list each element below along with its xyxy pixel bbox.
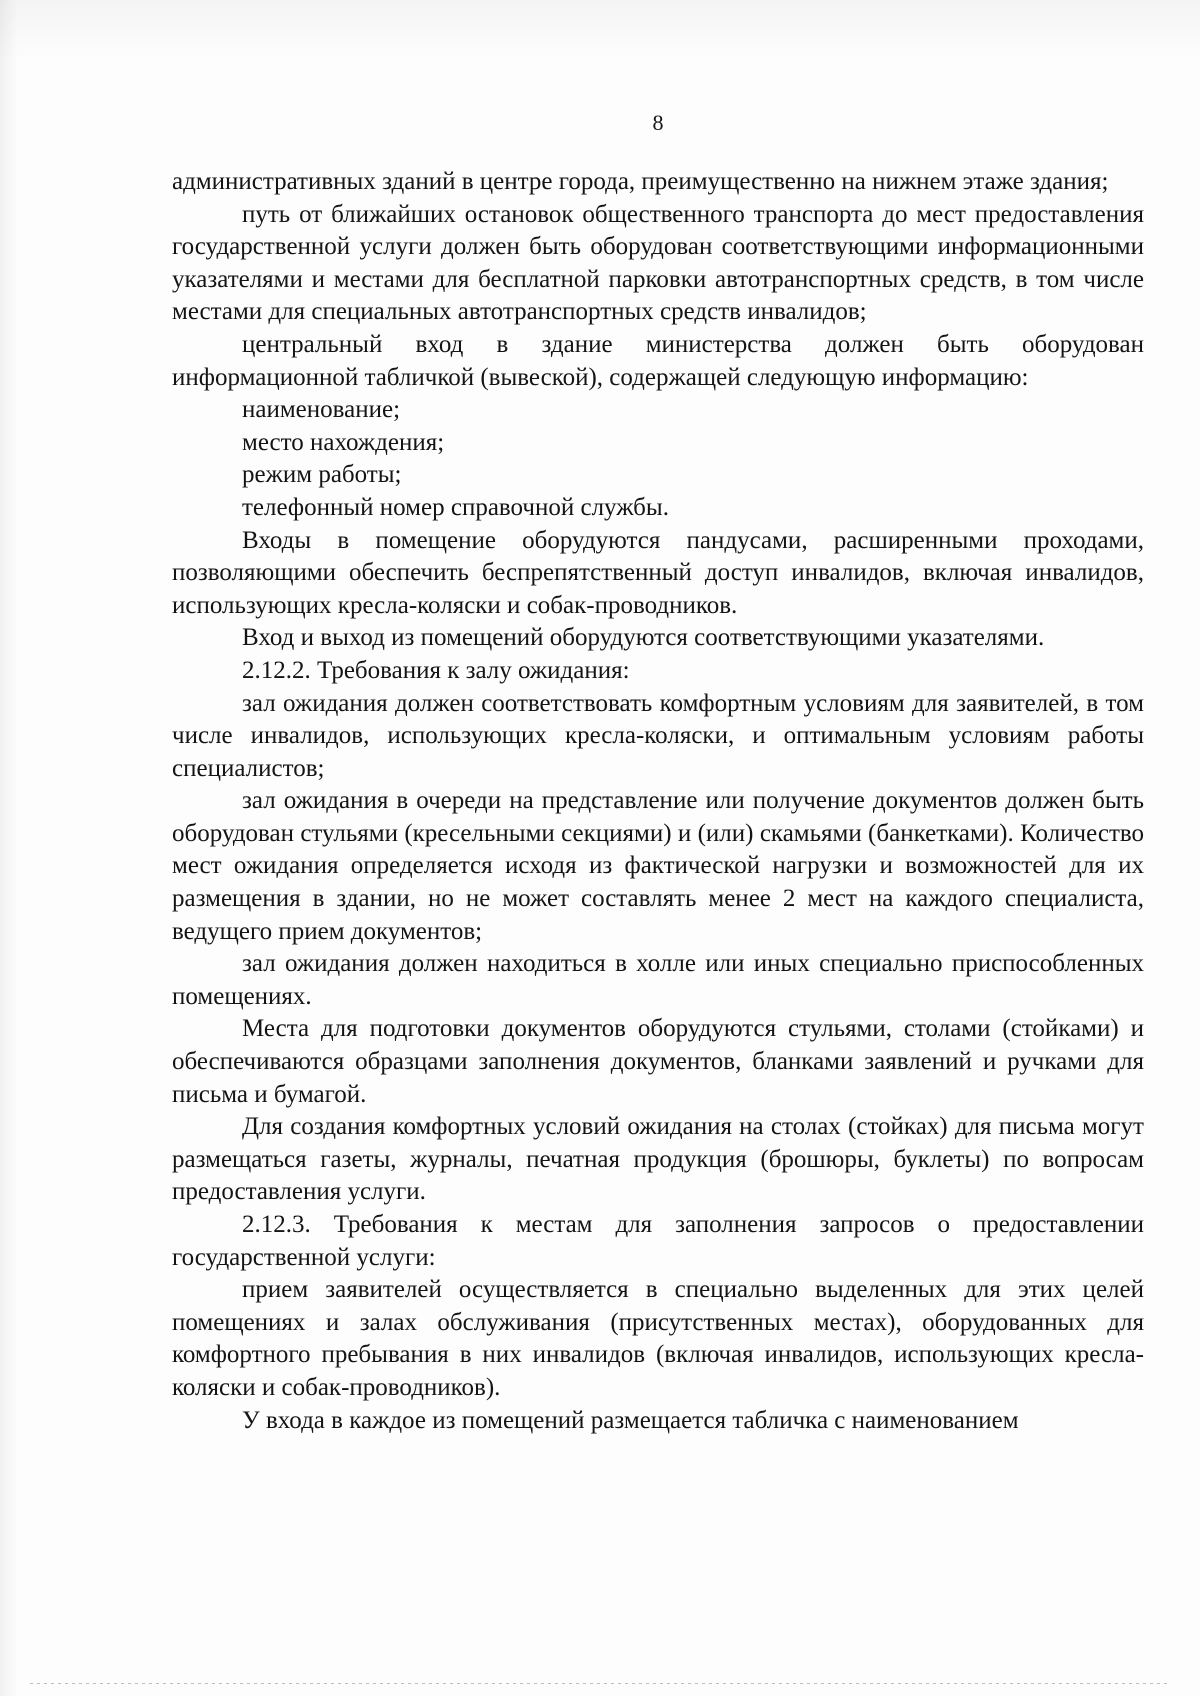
list-item: телефонный номер справочной службы. bbox=[242, 493, 669, 521]
scan-shadow-top bbox=[0, 0, 1200, 60]
page-number: 8 bbox=[652, 110, 664, 135]
paragraph: зал ожидания должен соответствовать комфортным условиям для заявителей, в том числе инвалидов, использующих кресла-коляски, и оптимальным условиям работы специалистов; bbox=[172, 689, 1144, 782]
paragraph: путь от ближайших остановок общественного транспорта до мест предоставления государственной услуги должен быть оборудован соответствующими информационными указателями и местами для бесплатной парковки автотранспортных средств, в том числе местами для специальных автотранспортных средств инвалидов; bbox=[172, 200, 1144, 326]
scan-edge-bottom bbox=[30, 1683, 1170, 1684]
paragraph: зал ожидания в очереди на представление или получение документов должен быть оборудован стульями (кресельными секциями) и (или) скамьями (банкетками). Количество мест ожидания определяется исходя из фактической нагрузки и возможностей для их размещения в здании, но не может составлять менее 2 мест на каждого специалиста, ведущего прием документов; bbox=[172, 787, 1144, 945]
paragraph: Для создания комфортных условий ожидания на столах (стойках) для письма могут размещаться газеты, журналы, печатная продукция (брошюры, буклеты) по вопросам предоставления услуги. bbox=[172, 1113, 1144, 1206]
paragraph: Вход и выход из помещений оборудуются соответствующими указателями. bbox=[242, 624, 1045, 652]
paragraph: Входы в помещение оборудуются пандусами, расширенными проходами, позволяющими обеспечить беспрепятственный доступ инвалидов, включая инвалидов, использующих кресла-коляски и собак-проводников. bbox=[172, 526, 1144, 619]
section-heading: 2.12.3. Требования к местам для заполнения запросов о предоставлении государственной услуги: bbox=[172, 1211, 1144, 1271]
paragraph: прием заявителей осуществляется в специально выделенных для этих целей помещениях и залах обслуживания (присутственных местах), оборудованных для комфортного пребывания в них инвалидов (включая инвалидов, использующих кресла-коляски и собак-проводников). bbox=[172, 1276, 1144, 1401]
section-heading: 2.12.2. Требования к залу ожидания: bbox=[242, 656, 630, 684]
list-item: наименование; bbox=[242, 396, 401, 424]
scan-shadow-left bbox=[0, 0, 18, 1696]
paragraph: Места для подготовки документов оборудуются стульями, столами (стойками) и обеспечиваются образцами заполнения документов, бланками заявлений и ручками для письма и бумагой. bbox=[172, 1015, 1144, 1108]
paragraph: административных зданий в центре города, преимущественно на нижнем этаже здания; bbox=[172, 168, 1109, 195]
list-item: место нахождения; bbox=[242, 428, 445, 456]
list-item: режим работы; bbox=[242, 461, 402, 489]
paragraph: У входа в каждое из помещений размещается табличка с наименованием bbox=[242, 1406, 1019, 1434]
paragraph: зал ожидания должен находиться в холле или иных специально приспособленных помещениях. bbox=[172, 950, 1144, 1010]
document-body bbox=[172, 166, 1144, 1437]
paragraph: центральный вход в здание министерства должен быть оборудован информационной табличкой (вывеской), содержащей следующую информацию: bbox=[172, 330, 1144, 391]
